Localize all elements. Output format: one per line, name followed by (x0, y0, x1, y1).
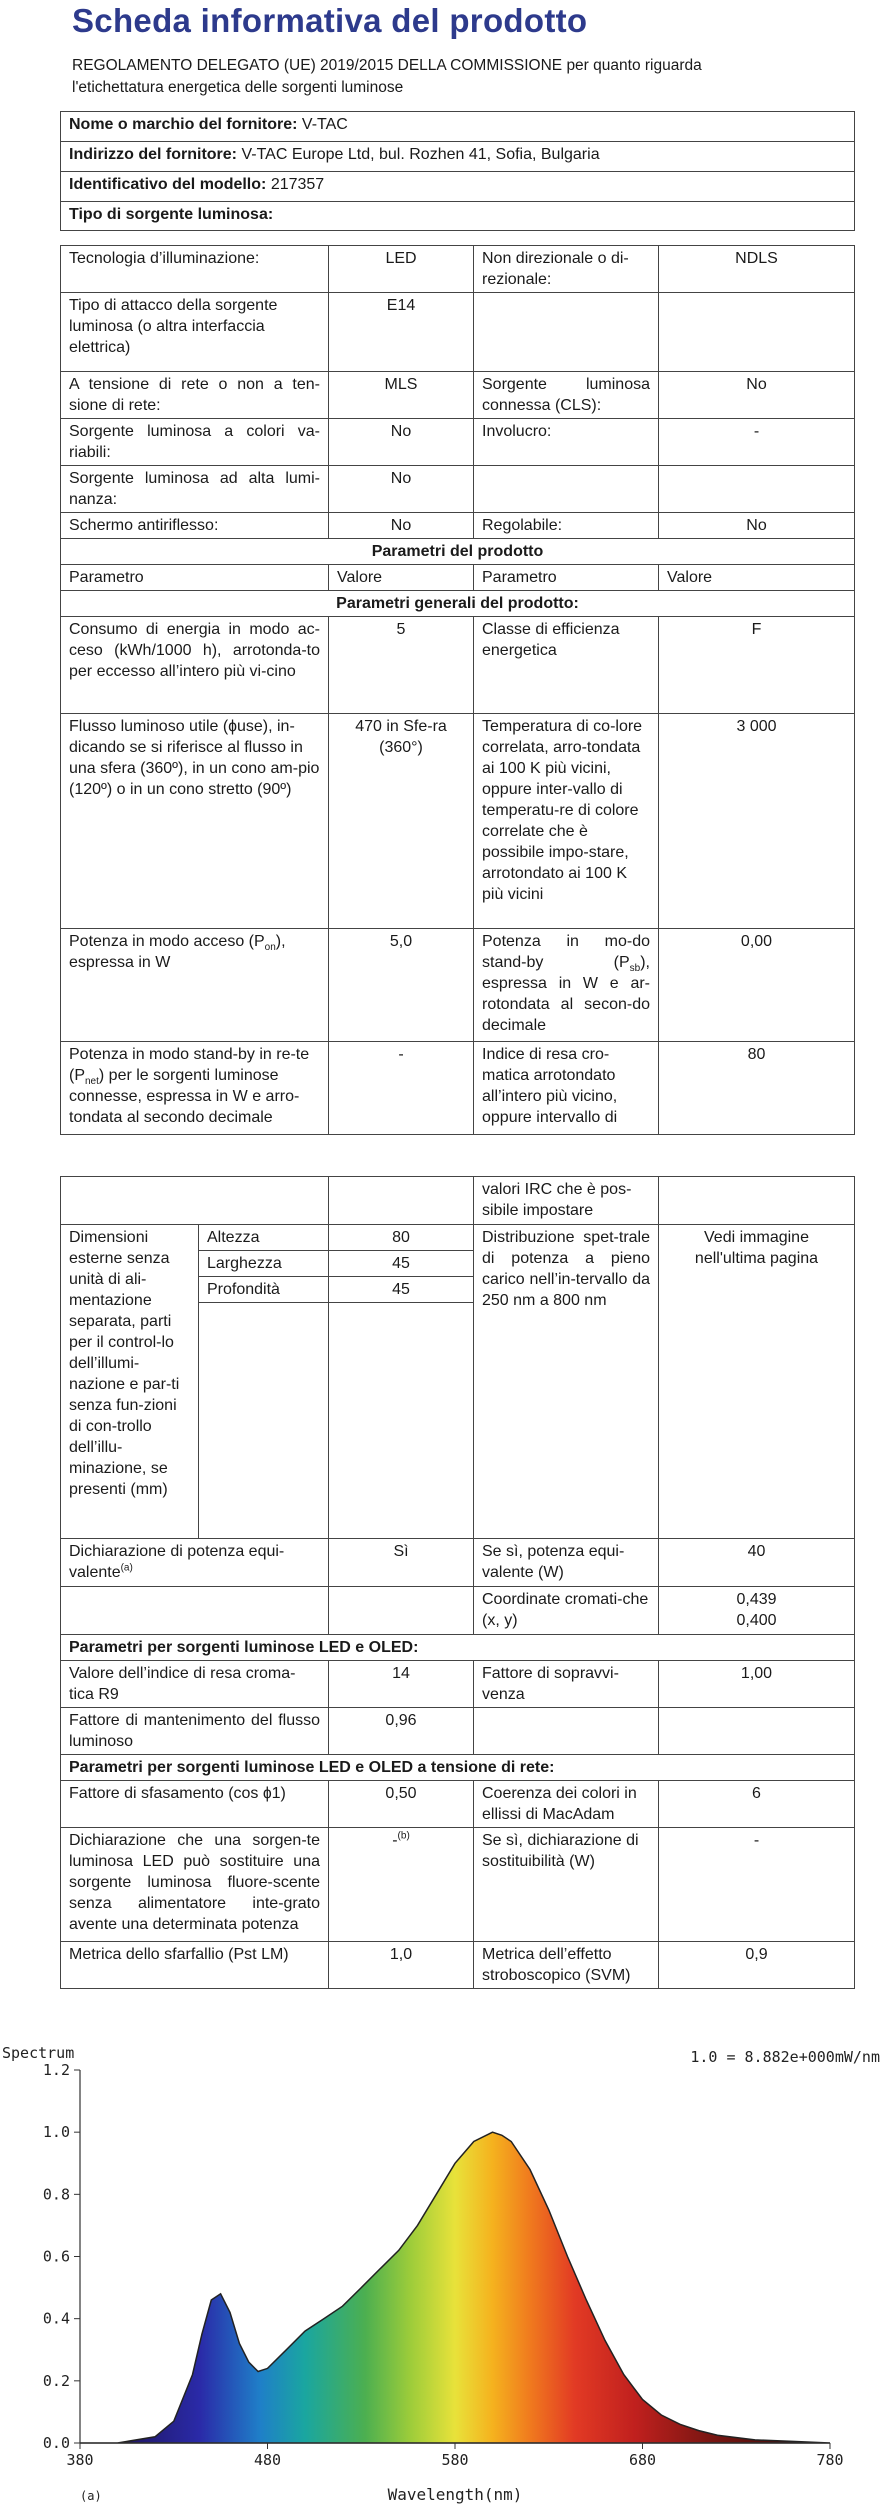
y-tick-label: 0.2 (42, 2371, 70, 2390)
chart-title: Spectrum (2, 2044, 75, 2062)
supplier-address-row: Indirizzo del fornitore: V-TAC Europe Ltd, bul. Rozhen 41, Sofia, Bulgaria (61, 142, 855, 172)
params-table-top (60, 245, 855, 1135)
power-factor-row: Fattore di sfasamento (cos ɸ1) 0,50 Coerenza dei colori in ellissi di MacAdam 6 (61, 1781, 855, 1828)
spectrum-chart (0, 2040, 892, 2510)
y-tick-label: 0.8 (42, 2185, 70, 2204)
footnote-fragment: (a) (80, 2489, 102, 2503)
cri-continuation-row: valori IRC che è pos-sibile impostare (61, 1177, 855, 1225)
params-header-row: Parametro Valore Parametro Valore (61, 565, 855, 591)
r9-row: Valore dell’indice di resa croma-tica R9 14 Fattore di sopravvi-venza 1,00 (61, 1661, 855, 1708)
y-tick-label: 0.4 (42, 2309, 70, 2328)
x-tick-label: 380 (66, 2451, 94, 2469)
x-tick-label: 680 (628, 2451, 657, 2469)
source-type-heading: Tipo di sorgente luminosa: (61, 202, 855, 231)
general-row: Flusso luminoso utile (ɸuse), in-dicando se si riferisce al flusso in una sfera (360º), in un cono am-pio (120º) o in un cono stretto (90º) 470 in Sfe-ra (360°) Temperatura di co-lore correlata, arro-tondata ai 100 K più vicini, oppure inter-vallo di temperatu-re di colore correlate che è possibile impo-stare, arrotondato ai 100 K più vicini 3 000 (61, 714, 855, 929)
chroma-coords-row: Coordinate cromati-che (x, y) 0,439 0,400 (61, 1587, 855, 1635)
general-row: Consumo di energia in modo ac-ceso (kWh/1000 h), arrotonda-to per eccesso all’intero più vi-cino 5 Classe di efficienza energetica F (61, 617, 855, 714)
led-params-heading: Parametri per sorgenti luminose LED e OLED: (61, 1635, 855, 1661)
type-row: Tipo di attacco della sorgente luminosa (o altra interfaccia elettrica) E14 (61, 293, 855, 372)
equivalent-row: Dichiarazione di potenza equi-valente$^{(a)}$ Sì Se sì, potenza equi-valente (W) 40 (61, 1539, 855, 1587)
type-row: A tensione di rete o non a ten-sione di rete: MLS Sorgente luminosa connessa (CLS): No (61, 372, 855, 419)
supplier-name-row: Nome o marchio del fornitore: V-TAC (61, 112, 855, 142)
y-tick-label: 0.6 (42, 2247, 70, 2266)
type-row: Schermo antiriflesso: No Regolabile: No (61, 513, 855, 539)
mains-params-heading: Parametri per sorgenti luminose LED e OLED a tensione di rete: (61, 1755, 855, 1781)
type-row: Tecnologia d’illuminazione: LED Non direzionale o di-rezionale: NDLS (61, 246, 855, 293)
x-tick-label: 780 (816, 2451, 844, 2469)
general-params-heading: Parametri generali del prodotto: (61, 591, 855, 617)
power-net-row: Potenza in modo stand-by in re-te $(P_{net})$ per le sorgenti luminose connesse, espressa in W e arro-tondata al secondo decimale - Indice di resa cro-matica arrotondato all’intero più vicino, oppure intervallo di 80 (61, 1042, 855, 1135)
x-tick-label: 580 (441, 2451, 469, 2469)
width-label: Larghezza (199, 1251, 329, 1277)
dimensions-row: Dimensioni esterne senza unità di ali-mentazione separata, parti per il control-lo dell’illumi-nazione e par-ti senza fun-zioni di con-trollo dell’illu-minazione, se presenti (mm) Altezza 80 Distribuzione spet-trale di potenza a pieno carico nell’in-tervallo da 250 nm a 800 nm Vedi immagine nell'ultima pagina (61, 1225, 855, 1251)
spectrum-series (80, 2132, 830, 2443)
page-title: Scheda informativa del prodotto (72, 2, 588, 39)
power-on-row: Potenza in modo acceso $(P_{on})$, espressa in W 5,0 Potenza in mo-do stand-by $(P_{sb})$, espressa in W e ar-rotondata al secon-do decimale 0,00 (61, 929, 855, 1042)
x-tick-label: 480 (253, 2451, 282, 2469)
width-value: 45 (329, 1251, 474, 1277)
depth-label: Profondità (199, 1277, 329, 1303)
maintenance-row: Fattore di mantenimento del flusso luminoso 0,96 (61, 1708, 855, 1755)
y-tick-label: 1.2 (42, 2061, 70, 2079)
replacement-row: Dichiarazione che una sorgen-te luminosa LED può sostituire una sorgente luminosa fluore-scente senza alimentatore inte-grato avente una determinata potenza -$^{(b)}$ Se sì, dichiarazione di sostituibilità (W) - (61, 1828, 855, 1942)
model-id-row: Identificativo del modello: 217357 (61, 172, 855, 202)
y-tick-label: 0.0 (42, 2434, 70, 2452)
scale-note: 1.0 = 8.882e+000mW/nm (690, 2048, 880, 2066)
product-params-heading: Parametri del prodotto (61, 539, 855, 565)
x-axis (66, 2443, 843, 2469)
regulation-text: REGOLAMENTO DELEGATO (UE) 2019/2015 DELLA COMMISSIONE per quanto riguarda l'etichettatura energetica delle sorgenti luminose (72, 57, 702, 96)
x-axis-label: Wavelength(nm) (387, 2485, 523, 2504)
supplier-table (60, 111, 855, 231)
params-table-bottom (60, 1176, 855, 1989)
type-row: Sorgente luminosa a colori va-riabili: No Involucro: - (61, 419, 855, 466)
flicker-row: Metrica dello sfarfallio (Pst LM) 1,0 Metrica dell’effetto stroboscopico (SVM) 0,9 (61, 1942, 855, 1989)
type-row: Sorgente luminosa ad alta lumi-nanza: No (61, 466, 855, 513)
y-tick-label: 1.0 (42, 2123, 70, 2142)
depth-value: 45 (329, 1277, 474, 1303)
y-axis (43, 2061, 80, 2452)
